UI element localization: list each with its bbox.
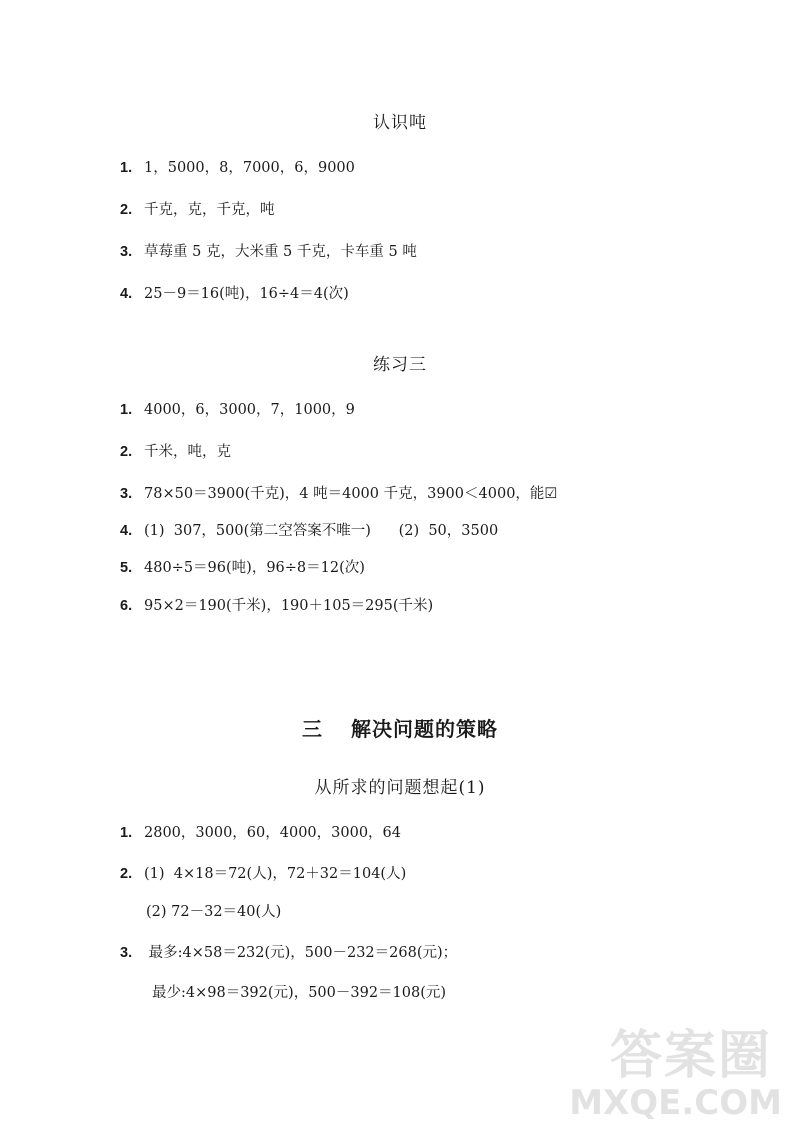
item-number: 6. xyxy=(120,598,133,614)
item-text: 480÷5＝96(吨)，96÷8＝12(次) xyxy=(144,560,365,576)
list-item xyxy=(120,240,417,261)
list-item xyxy=(120,862,406,883)
item-text: (1) 307，500(第二空答案不唯一) (2) 50，3500 xyxy=(144,523,499,539)
item-number: 3. xyxy=(120,486,133,502)
watermark-logo xyxy=(569,1013,782,1123)
chapter-title xyxy=(0,713,800,742)
list-item xyxy=(120,821,401,842)
item-number: 2. xyxy=(120,444,133,460)
chapter-number: 三 xyxy=(302,717,323,741)
item-text: 4000，6，3000，7，1000，9 xyxy=(144,402,355,418)
list-item xyxy=(120,941,457,962)
item-text: 1，5000，8，7000，6，9000 xyxy=(144,160,355,176)
item-number: 1. xyxy=(120,402,133,418)
list-item xyxy=(120,282,349,303)
watermark-text: 答案圈 xyxy=(609,1026,772,1086)
section-title-ton: 认识吨 xyxy=(373,113,427,133)
item-number: 1. xyxy=(120,160,133,176)
item-text: 千米，吨，克 xyxy=(144,444,231,460)
list-item xyxy=(120,594,433,615)
list-item xyxy=(120,519,498,540)
chapter-name: 解决问题的策略 xyxy=(351,717,498,741)
watermark-domain: MXQE.COM xyxy=(569,1083,782,1123)
list-item xyxy=(120,398,355,419)
section-title-start-from-question: 从所求的问题想起(1) xyxy=(314,778,486,798)
item-text: 最多:4×58＝232(元)，500－232＝268(元)； xyxy=(144,945,458,961)
list-item xyxy=(120,440,231,461)
item-number: 3. xyxy=(120,945,133,961)
item-number: 4. xyxy=(120,286,133,302)
item-text: 草莓重 5 克，大米重 5 千克，卡车重 5 吨 xyxy=(144,244,417,260)
list-item xyxy=(120,556,365,577)
item-text: 25－9＝16(吨)，16÷4＝4(次) xyxy=(144,286,349,302)
item-number: 2. xyxy=(120,866,133,882)
sub-item: 最少:4×98＝392(元)，500－392＝108(元) xyxy=(152,985,447,1001)
item-text: (1) 4×18＝72(人)，72＋32＝104(人) xyxy=(144,866,407,882)
item-number: 4. xyxy=(120,523,133,539)
item-number: 1. xyxy=(120,825,133,841)
list-item xyxy=(120,198,275,219)
item-number: 3. xyxy=(120,244,133,260)
item-text: 78×50＝3900(千克)，4 吨＝4000 千克，3900＜4000，能☑ xyxy=(144,486,558,502)
item-number: 2. xyxy=(120,202,133,218)
item-number: 5. xyxy=(120,560,133,576)
sub-item: (2) 72－32＝40(人) xyxy=(146,904,282,920)
list-item xyxy=(120,156,355,177)
item-text: 2800，3000，60，4000，3000，64 xyxy=(144,825,402,841)
item-text: 千克，克，千克，吨 xyxy=(144,202,275,218)
section-title-exercise-3: 练习三 xyxy=(373,355,427,375)
item-text: 95×2＝190(千米)，190＋105＝295(千米) xyxy=(144,598,434,614)
list-item xyxy=(120,482,557,503)
